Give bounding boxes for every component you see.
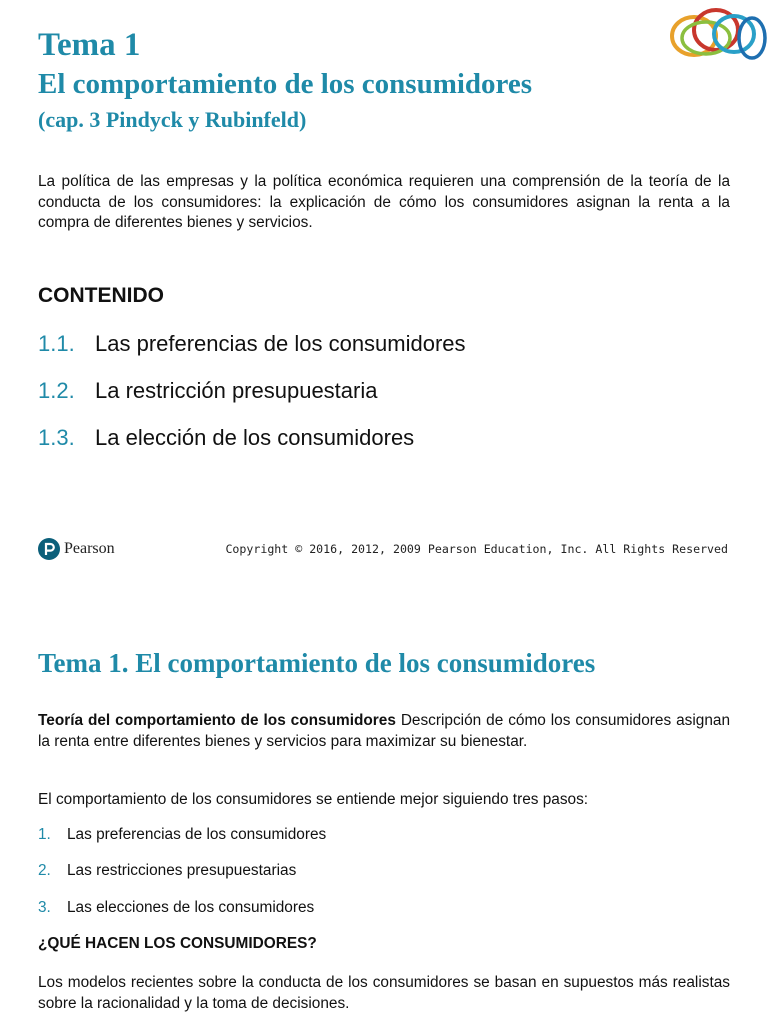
slide-source-reference: (cap. 3 Pindyck y Rubinfeld) (38, 107, 307, 132)
closing-paragraph: Los modelos recientes sobre la conducta de los consumidores se basan en supuestos más realistas sobre la racionalidad y la toma de decisiones. (38, 974, 730, 1012)
contents-item (38, 377, 377, 405)
copyright-notice: Copyright © 2016, 2012, 2009 Pearson Education, Inc. All Rights Reserved (225, 542, 728, 556)
step-number: 3. (38, 899, 51, 916)
contents-heading: CONTENIDO (38, 284, 164, 307)
step-label: Las preferencias de los consumidores (67, 826, 327, 843)
contents-item-number: 1.1. (38, 331, 75, 356)
slide-title: Tema 1 (38, 27, 141, 63)
step-label: Las elecciones de los consumidores (67, 899, 315, 916)
contents-item-label: La restricción presupuestaria (95, 378, 378, 403)
definition-text: Descripción de cómo los consumidores asignan la renta entre diferentes bienes y servicios para maximizar su bienestar. (38, 712, 731, 750)
contents-item-number: 1.3. (38, 425, 75, 450)
slide-subtitle: El comportamiento de los consumidores (38, 68, 533, 100)
section-title: Tema 1. El comportamiento de los consumidores (38, 648, 596, 678)
contents-item (38, 330, 466, 358)
pearson-logo-text: Pearson (64, 540, 115, 557)
step-item (38, 861, 296, 881)
question-heading: ¿QUÉ HACEN LOS CONSUMIDORES? (38, 935, 317, 952)
step-item (38, 825, 326, 845)
step-number: 2. (38, 862, 51, 879)
contents-item-label: Las preferencias de los consumidores (95, 331, 466, 356)
steps-intro: El comportamiento de los consumidores se entiende mejor siguiendo tres pasos: (38, 791, 589, 808)
step-number: 1. (38, 826, 51, 843)
pearson-p-icon (38, 538, 60, 560)
step-item (38, 898, 314, 918)
intro-paragraph: La política de las empresas y la política económica requieren una comprensión de la teoría de la conducta de los consumidores: la explicación de cómo los consumidores asignan la renta a la compra de diferentes bienes y servicios. (38, 173, 730, 231)
definition-term: Teoría del comportamiento de los consumidores (38, 712, 396, 729)
step-label: Las restricciones presupuestarias (67, 862, 297, 879)
pearson-logo (38, 537, 115, 561)
contents-item (38, 424, 414, 452)
contents-item-label: La elección de los consumidores (95, 425, 415, 450)
decorative-rings-logo (664, 0, 768, 66)
definition-paragraph (38, 711, 730, 752)
contents-item-number: 1.2. (38, 378, 75, 403)
